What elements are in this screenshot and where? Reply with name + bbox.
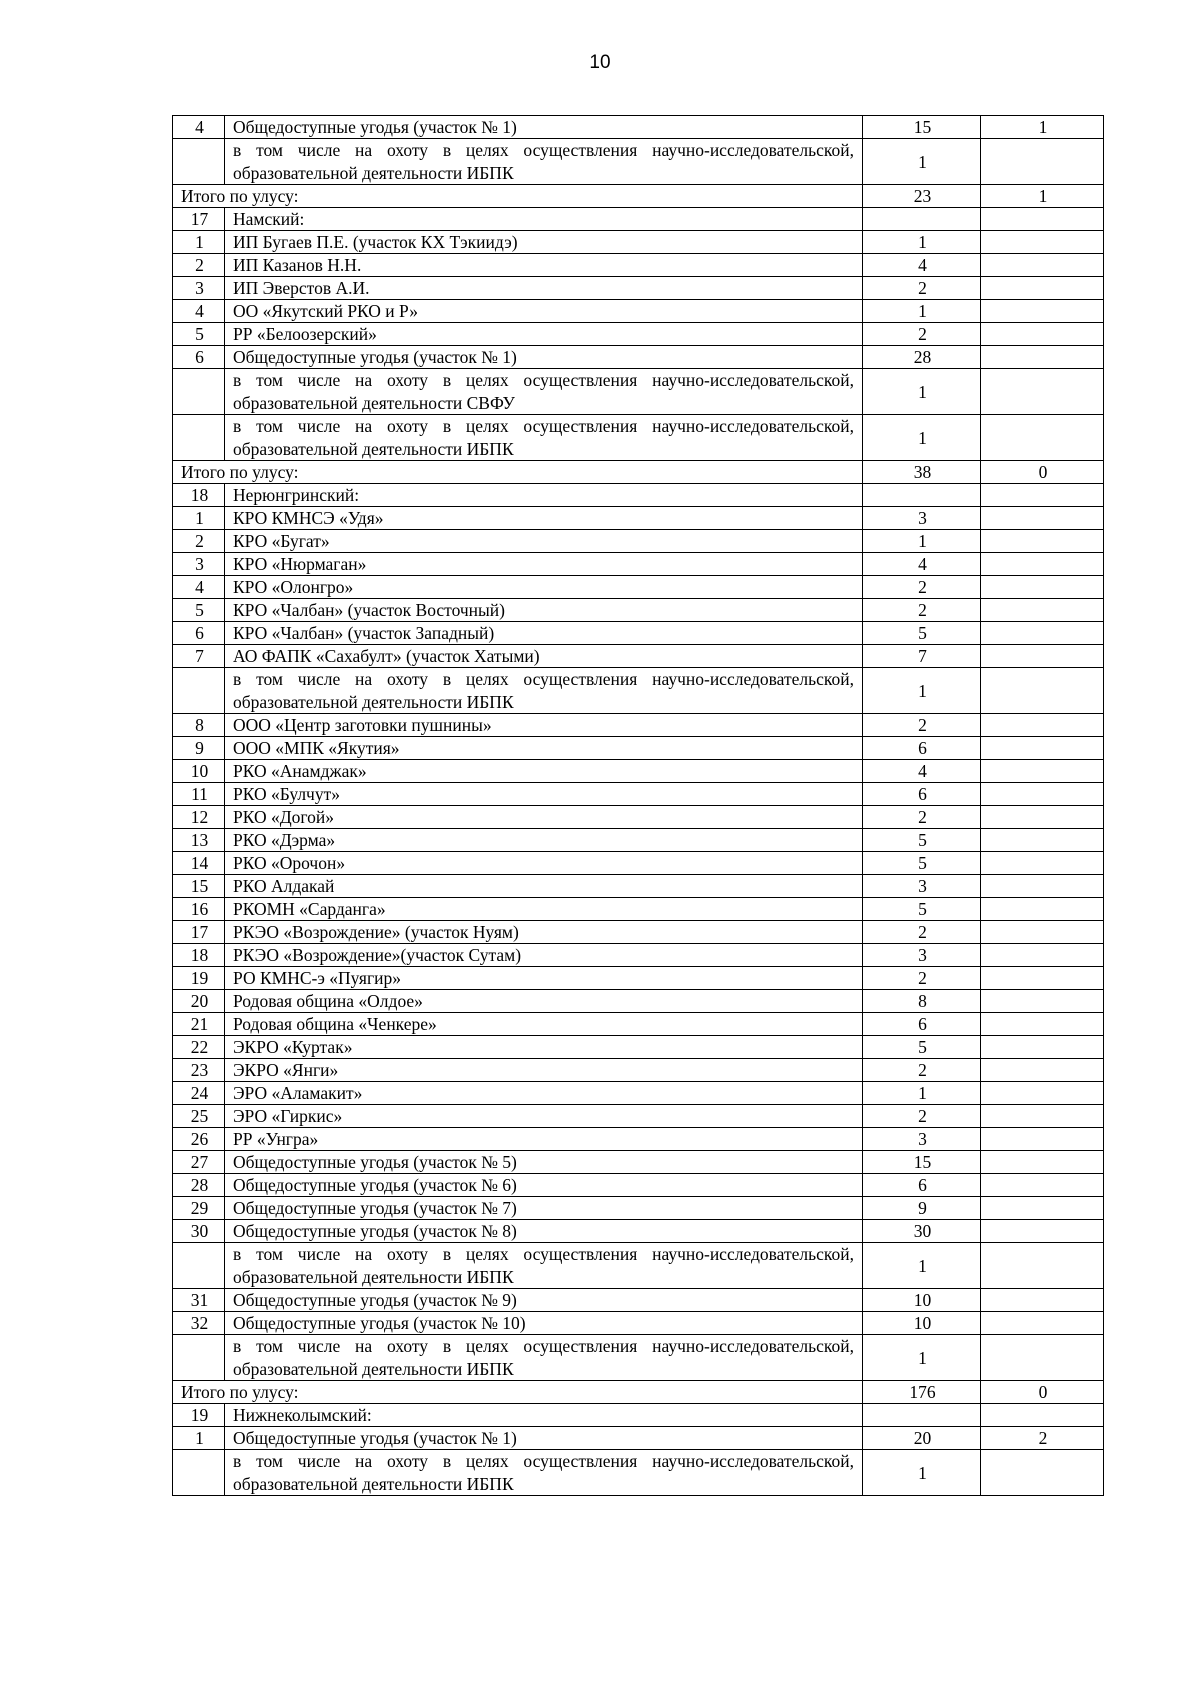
row-quantity: 5 (863, 852, 981, 875)
row-extra (981, 737, 1104, 760)
row-name: Общедоступные угодья (участок № 9) (225, 1289, 863, 1312)
row-extra (981, 323, 1104, 346)
row-extra (981, 714, 1104, 737)
row-extra (981, 1151, 1104, 1174)
row-name: Общедоступные угодья (участок № 7) (225, 1197, 863, 1220)
row-name: в том числе на охоту в целях осуществления научно-исследовательской, образовательной деятельности СВФУ (225, 369, 863, 415)
total-label: Итого по улусу: (173, 1381, 863, 1404)
row-number: 5 (173, 323, 225, 346)
row-number: 17 (173, 921, 225, 944)
row-quantity: 1 (863, 1335, 981, 1381)
row-number (173, 1243, 225, 1289)
row-extra (981, 967, 1104, 990)
row-name: РКО «Дэрма» (225, 829, 863, 852)
row-extra (981, 1013, 1104, 1036)
row-number (173, 139, 225, 185)
table-row (173, 300, 1104, 323)
row-quantity: 2 (863, 806, 981, 829)
row-quantity: 15 (863, 1151, 981, 1174)
row-extra (981, 1036, 1104, 1059)
row-name: Намский: (225, 208, 863, 231)
row-quantity: 30 (863, 1220, 981, 1243)
row-number: 18 (173, 484, 225, 507)
row-quantity: 3 (863, 875, 981, 898)
table-row (173, 1128, 1104, 1151)
row-number: 4 (173, 300, 225, 323)
row-extra: 1 (981, 116, 1104, 139)
row-quantity: 9 (863, 1197, 981, 1220)
row-quantity: 1 (863, 530, 981, 553)
row-extra (981, 553, 1104, 576)
row-name: Нерюнгринский: (225, 484, 863, 507)
row-quantity: 4 (863, 760, 981, 783)
row-extra (981, 599, 1104, 622)
row-extra (981, 875, 1104, 898)
row-quantity: 1 (863, 231, 981, 254)
row-quantity: 1 (863, 300, 981, 323)
row-quantity: 6 (863, 783, 981, 806)
table-row (173, 346, 1104, 369)
row-quantity: 3 (863, 1128, 981, 1151)
table-row (173, 254, 1104, 277)
district-total-row (173, 461, 1104, 484)
row-extra (981, 1105, 1104, 1128)
row-extra (981, 1243, 1104, 1289)
row-extra (981, 645, 1104, 668)
row-number: 23 (173, 1059, 225, 1082)
row-number: 31 (173, 1289, 225, 1312)
row-quantity: 1 (863, 1450, 981, 1496)
table-row (173, 277, 1104, 300)
table-subrow (173, 139, 1104, 185)
row-quantity: 6 (863, 1013, 981, 1036)
row-quantity: 3 (863, 507, 981, 530)
table-row (173, 1289, 1104, 1312)
row-number: 19 (173, 967, 225, 990)
table-subrow (173, 668, 1104, 714)
row-quantity: 1 (863, 415, 981, 461)
table-row (173, 737, 1104, 760)
row-extra (981, 415, 1104, 461)
table-row (173, 1013, 1104, 1036)
row-extra (981, 254, 1104, 277)
table-row (173, 323, 1104, 346)
row-name: ЭРО «Аламакит» (225, 1082, 863, 1105)
row-number: 15 (173, 875, 225, 898)
table-row (173, 1220, 1104, 1243)
row-number: 2 (173, 530, 225, 553)
table-row (173, 599, 1104, 622)
row-number: 32 (173, 1312, 225, 1335)
row-quantity: 6 (863, 737, 981, 760)
row-quantity: 1 (863, 1082, 981, 1105)
row-name: КРО «Нюрмаган» (225, 553, 863, 576)
row-extra (981, 1174, 1104, 1197)
table-row (173, 875, 1104, 898)
row-name: РО КМНС-э «Пуягир» (225, 967, 863, 990)
row-name: ИП Казанов Н.Н. (225, 254, 863, 277)
row-extra (981, 622, 1104, 645)
row-quantity: 2 (863, 277, 981, 300)
row-number: 18 (173, 944, 225, 967)
row-quantity: 5 (863, 898, 981, 921)
row-name: КРО КМНСЭ «Удя» (225, 507, 863, 530)
quota-table-body (173, 116, 1104, 1496)
table-row (173, 507, 1104, 530)
row-quantity: 3 (863, 944, 981, 967)
row-quantity: 4 (863, 254, 981, 277)
row-quantity: 23 (863, 185, 981, 208)
table-subrow (173, 415, 1104, 461)
total-label: Итого по улусу: (173, 461, 863, 484)
row-number: 27 (173, 1151, 225, 1174)
row-name: Общедоступные угодья (участок № 5) (225, 1151, 863, 1174)
row-extra (981, 898, 1104, 921)
row-quantity: 2 (863, 599, 981, 622)
row-number: 11 (173, 783, 225, 806)
row-quantity: 4 (863, 553, 981, 576)
row-number: 6 (173, 622, 225, 645)
row-name: Нижнеколымский: (225, 1404, 863, 1427)
row-extra: 0 (981, 1381, 1104, 1404)
row-name: ЭКРО «Янги» (225, 1059, 863, 1082)
row-quantity: 28 (863, 346, 981, 369)
row-number: 16 (173, 898, 225, 921)
row-number (173, 415, 225, 461)
row-quantity: 10 (863, 1312, 981, 1335)
row-name: РКЭО «Возрождение»(участок Сутам) (225, 944, 863, 967)
table-row (173, 944, 1104, 967)
row-number: 13 (173, 829, 225, 852)
table-row (173, 622, 1104, 645)
row-name: РР «Белоозерский» (225, 323, 863, 346)
row-number: 28 (173, 1174, 225, 1197)
row-number: 2 (173, 254, 225, 277)
row-name: в том числе на охоту в целях осуществления научно-исследовательской, образовательной деятельности ИБПК (225, 1335, 863, 1381)
row-number: 1 (173, 507, 225, 530)
row-extra (981, 1450, 1104, 1496)
row-extra (981, 921, 1104, 944)
row-number: 24 (173, 1082, 225, 1105)
table-row (173, 1197, 1104, 1220)
row-extra (981, 829, 1104, 852)
row-name: ООО «Центр заготовки пушнины» (225, 714, 863, 737)
row-extra (981, 944, 1104, 967)
table-row (173, 990, 1104, 1013)
row-name: ЭРО «Гиркис» (225, 1105, 863, 1128)
row-extra (981, 806, 1104, 829)
row-quantity: 1 (863, 369, 981, 415)
row-name: РКО «Орочон» (225, 852, 863, 875)
row-number: 4 (173, 116, 225, 139)
row-extra (981, 1220, 1104, 1243)
row-number: 21 (173, 1013, 225, 1036)
row-extra (981, 507, 1104, 530)
row-extra (981, 231, 1104, 254)
row-number: 3 (173, 277, 225, 300)
row-extra (981, 1312, 1104, 1335)
row-quantity: 2 (863, 967, 981, 990)
row-name: Общедоступные угодья (участок № 1) (225, 116, 863, 139)
row-quantity (863, 1404, 981, 1427)
table-row (173, 645, 1104, 668)
district-total-row (173, 1381, 1104, 1404)
row-name: РР «Унгра» (225, 1128, 863, 1151)
row-number: 6 (173, 346, 225, 369)
row-quantity: 10 (863, 1289, 981, 1312)
row-name: РКО «Анамджак» (225, 760, 863, 783)
row-quantity: 38 (863, 461, 981, 484)
row-number: 25 (173, 1105, 225, 1128)
row-extra (981, 1404, 1104, 1427)
row-number: 8 (173, 714, 225, 737)
row-quantity: 2 (863, 714, 981, 737)
table-subrow (173, 369, 1104, 415)
row-number: 9 (173, 737, 225, 760)
row-quantity: 2 (863, 1105, 981, 1128)
row-number: 30 (173, 1220, 225, 1243)
total-label: Итого по улусу: (173, 185, 863, 208)
row-number: 10 (173, 760, 225, 783)
row-extra (981, 783, 1104, 806)
row-name: Родовая община «Ченкере» (225, 1013, 863, 1036)
table-row (173, 921, 1104, 944)
row-number: 7 (173, 645, 225, 668)
row-extra: 1 (981, 185, 1104, 208)
row-name: ОО «Якутский РКО и Р» (225, 300, 863, 323)
row-number: 22 (173, 1036, 225, 1059)
row-extra (981, 1289, 1104, 1312)
hunting-quota-table (172, 115, 1104, 1496)
row-name: в том числе на охоту в целях осуществления научно-исследовательской, образовательной деятельности ИБПК (225, 668, 863, 714)
table-row (173, 1036, 1104, 1059)
district-total-row (173, 185, 1104, 208)
table-row (173, 1404, 1104, 1427)
table-row (173, 760, 1104, 783)
row-extra (981, 369, 1104, 415)
table-row (173, 829, 1104, 852)
table-row (173, 783, 1104, 806)
row-quantity: 7 (863, 645, 981, 668)
row-extra (981, 346, 1104, 369)
table-row (173, 530, 1104, 553)
row-name: РКОМН «Сарданга» (225, 898, 863, 921)
row-extra (981, 208, 1104, 231)
row-number: 12 (173, 806, 225, 829)
row-extra (981, 1128, 1104, 1151)
row-number: 17 (173, 208, 225, 231)
row-number: 19 (173, 1404, 225, 1427)
table-row (173, 231, 1104, 254)
row-quantity (863, 208, 981, 231)
row-quantity: 6 (863, 1174, 981, 1197)
row-number: 26 (173, 1128, 225, 1151)
row-quantity: 2 (863, 576, 981, 599)
row-quantity: 15 (863, 116, 981, 139)
row-name: КРО «Бугат» (225, 530, 863, 553)
row-quantity: 8 (863, 990, 981, 1013)
row-extra (981, 530, 1104, 553)
row-name: РКЭО «Возрождение» (участок Нуям) (225, 921, 863, 944)
page-number: 10 (589, 52, 611, 73)
table-row (173, 553, 1104, 576)
table-row (173, 1427, 1104, 1450)
table-row (173, 1082, 1104, 1105)
table-row (173, 208, 1104, 231)
row-quantity: 1 (863, 1243, 981, 1289)
row-number: 20 (173, 990, 225, 1013)
row-extra (981, 576, 1104, 599)
table-row (173, 1059, 1104, 1082)
table-row (173, 714, 1104, 737)
table-row (173, 484, 1104, 507)
row-number: 1 (173, 1427, 225, 1450)
table-row (173, 116, 1104, 139)
row-quantity: 1 (863, 139, 981, 185)
row-name: Общедоступные угодья (участок № 6) (225, 1174, 863, 1197)
row-number: 3 (173, 553, 225, 576)
row-name: в том числе на охоту в целях осуществления научно-исследовательской, образовательной деятельности ИБПК (225, 415, 863, 461)
row-number (173, 668, 225, 714)
row-number (173, 1335, 225, 1381)
table-row (173, 576, 1104, 599)
row-number: 4 (173, 576, 225, 599)
row-number (173, 369, 225, 415)
row-extra (981, 1335, 1104, 1381)
row-extra (981, 760, 1104, 783)
row-number: 5 (173, 599, 225, 622)
row-extra (981, 668, 1104, 714)
table-row (173, 1105, 1104, 1128)
row-quantity: 5 (863, 1036, 981, 1059)
row-number: 14 (173, 852, 225, 875)
row-name: ЭКРО «Куртак» (225, 1036, 863, 1059)
row-extra (981, 277, 1104, 300)
row-number: 1 (173, 231, 225, 254)
row-quantity: 176 (863, 1381, 981, 1404)
row-name: Родовая община «Олдое» (225, 990, 863, 1013)
row-extra (981, 300, 1104, 323)
row-name: Общедоступные угодья (участок № 8) (225, 1220, 863, 1243)
row-name: в том числе на охоту в целях осуществления научно-исследовательской, образовательной деятельности ИБПК (225, 1450, 863, 1496)
row-extra (981, 1082, 1104, 1105)
row-name: РКО Алдакай (225, 875, 863, 898)
row-name: КРО «Чалбан» (участок Восточный) (225, 599, 863, 622)
table-row (173, 1312, 1104, 1335)
row-extra (981, 990, 1104, 1013)
row-extra: 2 (981, 1427, 1104, 1450)
row-name: в том числе на охоту в целях осуществления научно-исследовательской, образовательной деятельности ИБПК (225, 1243, 863, 1289)
row-extra (981, 1197, 1104, 1220)
row-quantity: 1 (863, 668, 981, 714)
row-quantity: 2 (863, 921, 981, 944)
row-name: ООО «МПК «Якутия» (225, 737, 863, 760)
row-name: в том числе на охоту в целях осуществления научно-исследовательской, образовательной деятельности ИБПК (225, 139, 863, 185)
row-name: Общедоступные угодья (участок № 10) (225, 1312, 863, 1335)
table-row (173, 1151, 1104, 1174)
table-subrow (173, 1450, 1104, 1496)
row-number: 29 (173, 1197, 225, 1220)
table-row (173, 806, 1104, 829)
table-row (173, 852, 1104, 875)
row-name: Общедоступные угодья (участок № 1) (225, 1427, 863, 1450)
row-name: ИП Бугаев П.Е. (участок КХ Тэкиидэ) (225, 231, 863, 254)
table-subrow (173, 1335, 1104, 1381)
row-extra (981, 139, 1104, 185)
row-quantity: 2 (863, 1059, 981, 1082)
row-quantity (863, 484, 981, 507)
row-name: РКО «Догой» (225, 806, 863, 829)
row-number (173, 1450, 225, 1496)
row-name: ИП Эверстов А.И. (225, 277, 863, 300)
row-extra (981, 1059, 1104, 1082)
row-name: Общедоступные угодья (участок № 1) (225, 346, 863, 369)
row-quantity: 2 (863, 323, 981, 346)
row-name: АО ФАПК «Сахабулт» (участок Хатыми) (225, 645, 863, 668)
row-name: КРО «Чалбан» (участок Западный) (225, 622, 863, 645)
table-row (173, 898, 1104, 921)
row-quantity: 20 (863, 1427, 981, 1450)
row-name: КРО «Олонгро» (225, 576, 863, 599)
table-row (173, 1174, 1104, 1197)
row-name: РКО «Булчут» (225, 783, 863, 806)
row-extra (981, 852, 1104, 875)
row-extra (981, 484, 1104, 507)
table-subrow (173, 1243, 1104, 1289)
row-quantity: 5 (863, 829, 981, 852)
table-row (173, 967, 1104, 990)
row-quantity: 5 (863, 622, 981, 645)
row-extra: 0 (981, 461, 1104, 484)
